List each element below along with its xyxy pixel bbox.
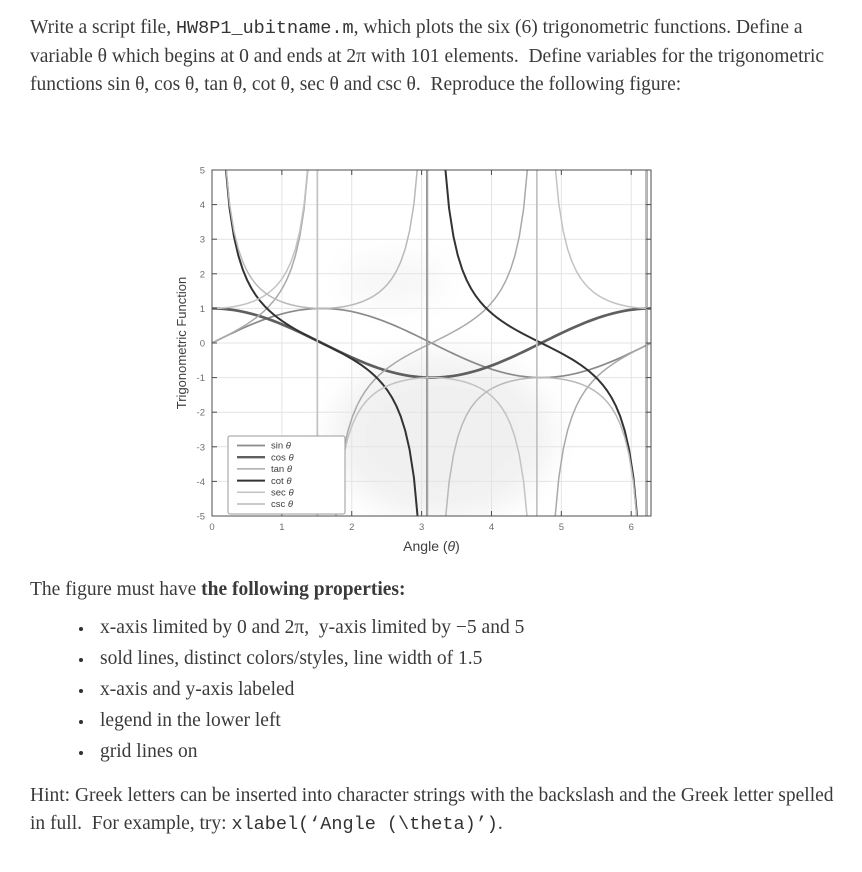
properties-section <box>30 576 820 767</box>
list-item: • legend in the lower left <box>94 705 820 736</box>
trig-functions-figure <box>160 158 680 560</box>
legend-label-sin: sin θ <box>271 440 291 452</box>
legend-label-cos: cos θ <box>271 452 294 464</box>
intro-text-after-filename: , which plots the six (6) trigonometric functions. Define a variable θ which begins at 0 and ends at 2π with 101 elements. Define variables for the trigonometric functions sin θ, cos θ, tan θ, cot θ, sec θ and csc θ. Reproduce the following figure: <box>30 17 825 95</box>
intro-text-before-filename: Write a script file, <box>30 17 176 38</box>
svg-text:5: 5 <box>199 165 205 177</box>
hint-text: Hint: Greek letters can be inserted into character strings with the backslash and the Greek letter spelled in full. For example, try: <box>30 785 834 834</box>
y-axis-label: Trigonometric Function <box>174 276 189 410</box>
intro-paragraph <box>30 14 840 99</box>
trig-chart <box>160 158 680 560</box>
legend-label-csc: csc θ <box>271 499 294 511</box>
legend-label-cot: cot θ <box>271 475 292 487</box>
scan-smudge <box>333 256 553 519</box>
hint-paragraph <box>30 782 844 839</box>
hint-text-end: . <box>497 813 503 834</box>
script-filename: HW8P1_ubitname.m <box>175 18 354 39</box>
svg-text:2: 2 <box>199 269 205 281</box>
svg-text:1: 1 <box>279 522 285 533</box>
svg-text:1: 1 <box>199 303 205 315</box>
list-item: • x-axis and y-axis labeled <box>94 674 820 705</box>
legend-label-sec: sec θ <box>271 487 294 499</box>
svg-text:0: 0 <box>209 522 215 533</box>
list-item: • x-axis limited by 0 and 2π, y-axis limited by −5 and 5 <box>94 612 820 643</box>
svg-text:-1: -1 <box>196 373 205 385</box>
legend-label-tan: tan θ <box>271 464 293 476</box>
svg-text:2: 2 <box>349 522 355 533</box>
properties-heading-bold: the following properties: <box>201 579 406 600</box>
properties-heading-normal: The figure must have <box>30 579 202 600</box>
svg-text:4: 4 <box>488 522 495 533</box>
legend <box>228 436 345 514</box>
properties-heading <box>30 576 820 604</box>
svg-text:-4: -4 <box>196 476 205 488</box>
svg-text:-2: -2 <box>196 407 205 419</box>
svg-text:-5: -5 <box>196 511 205 523</box>
svg-text:-3: -3 <box>196 442 205 454</box>
xlabel-code: xlabel(‘Angle (\theta)’) <box>231 814 498 835</box>
svg-text:3: 3 <box>199 234 205 246</box>
x-axis-label: Angle (θ) <box>403 538 460 554</box>
svg-text:6: 6 <box>628 522 634 533</box>
list-item: • grid lines on <box>94 736 820 767</box>
properties-list <box>30 612 820 767</box>
svg-text:5: 5 <box>558 522 564 533</box>
list-item: • sold lines, distinct colors/styles, line width of 1.5 <box>94 643 820 674</box>
svg-text:4: 4 <box>199 200 205 212</box>
svg-text:3: 3 <box>418 522 425 533</box>
svg-text:0: 0 <box>199 338 205 350</box>
